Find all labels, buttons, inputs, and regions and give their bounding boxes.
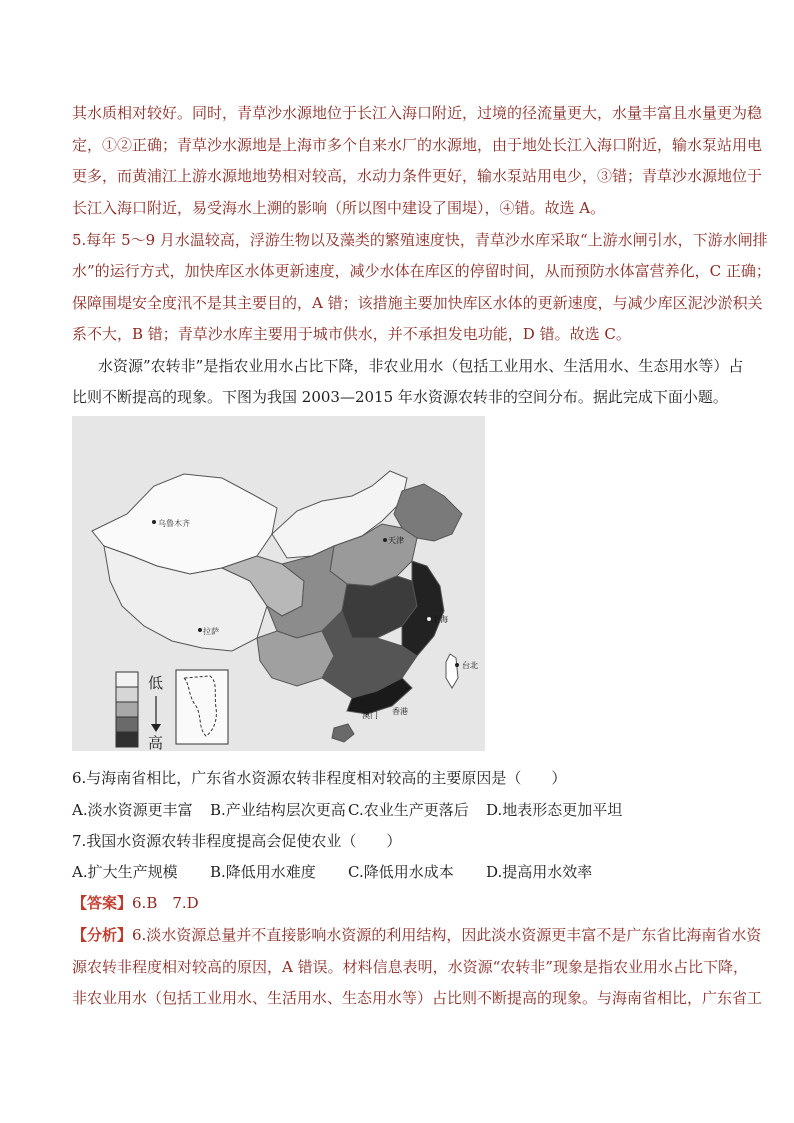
analysis-line: 源农转非程度相对较高的原因，A 错误。材料信息表明，水资源“农转非”现象是指农业用水占比下降， <box>72 958 748 976</box>
city-dot <box>152 520 156 524</box>
south-china-sea-inset <box>176 670 228 744</box>
city-dot <box>383 538 387 542</box>
q7-option-b: B.降低用水难度 <box>210 863 316 881</box>
answer-line <box>72 893 199 913</box>
q6-option-c: C.农业生产更落后 <box>348 801 469 819</box>
legend-swatch-2 <box>116 687 138 702</box>
analysis6-first: 6.淡水资源总量并不直接影响水资源的利用结构，因此淡水资源更丰富不是广东省比海南省水资 <box>132 926 762 944</box>
city-dot <box>427 617 431 621</box>
q7-option-a: A.扩大生产规模 <box>72 863 178 881</box>
analysis-line: 系不大，B 错；青草沙水库主要用于城市供水，并不承担发电功能，D 错。故选 C。 <box>72 325 631 343</box>
q7-option-c: C.降低用水成本 <box>348 863 454 881</box>
label-shanghai: 上海 <box>432 615 448 624</box>
question-6: 6.与海南省相比，广东省水资源农转非程度相对较高的主要原因是（ ） <box>72 769 567 787</box>
q7-option-d: D.提高用水效率 <box>486 863 593 881</box>
analysis-line: 长江入海口附近，易受海水上溯的影响（所以图中建设了围堤），④错。故选 A。 <box>72 199 606 217</box>
q6-option-a: A.淡水资源更丰富 <box>72 801 193 819</box>
label-taipei: 台北 <box>462 661 478 670</box>
legend-swatch-4 <box>116 717 138 732</box>
analysis-line: 非农业用水（包括工业用水、生活用水、生态用水等）占比则不断提高的现象。与海南省相比，广东省工 <box>72 989 763 1007</box>
china-map-figure <box>72 416 485 751</box>
city-dot <box>198 628 202 632</box>
question-7: 7.我国水资源农转非程度提高会促使农业（ ） <box>72 832 402 850</box>
legend-high-label: 高 <box>148 734 164 751</box>
label-macau: 澳门 <box>362 711 378 720</box>
stem-line: 水资源”农转非”是指农业用水占比下降，非农业用水（包括工业用水、生活用水、生态用水等）占 <box>98 357 744 375</box>
legend-low-label: 低 <box>148 674 164 692</box>
legend-swatch-1 <box>116 672 138 687</box>
analysis-line: 5.每年 5～9 月水温较高，浮游生物以及藻类的繁殖速度快，青草沙水库采取“上游水闸引水，下游水闸排 <box>72 231 768 249</box>
analysis-line: 定，①②正确；青草沙水源地是上海市多个自来水厂的水源地，由于地处长江入海口附近，输水泵站用电 <box>72 136 763 154</box>
analysis-line: 其水质相对较好。同时，青草沙水源地位于长江入海口附近，过境的径流量更大，水量丰富且水量更为稳 <box>72 104 763 122</box>
analysis-tag: 【分析】 <box>72 926 133 944</box>
analysis-line: 保障围堤安全度汛不是其主要目的，A 错；该措施主要加快库区水体的更新速度，与减少库区泥沙淤积关 <box>72 294 763 312</box>
label-urumqi: 乌鲁木齐 <box>158 519 190 528</box>
analysis-line: 水”的运行方式，加快库区水体更新速度，减少水体在库区的停留时间，从而预防水体富营养化，C 正确； <box>72 262 771 280</box>
analysis-line: 更多，而黄浦江上游水源地地势相对较高，水动力条件更好，输水泵站用电少，③错；青草沙水源地位于 <box>72 167 763 185</box>
q6-option-b: B.产业结构层次更高 <box>210 801 346 819</box>
answer-text: 6.B 7.D <box>132 894 199 912</box>
map-svg <box>72 416 485 751</box>
label-lhasa: 拉萨 <box>203 627 219 636</box>
label-hongkong: 香港 <box>392 707 408 716</box>
label-tianjin: 天津 <box>388 536 404 545</box>
stem-line: 比则不断提高的现象。下图为我国 2003—2015 年水资源农转非的空间分布。据此完成下面小题。 <box>72 388 728 406</box>
city-dot <box>455 663 459 667</box>
analysis6-line <box>72 925 761 945</box>
legend-swatch-5 <box>116 732 138 747</box>
answer-tag: 【答案】 <box>72 894 133 912</box>
legend-swatch-3 <box>116 702 138 717</box>
q6-option-d: D.地表形态更加平坦 <box>486 801 623 819</box>
inset-frame <box>176 670 228 744</box>
